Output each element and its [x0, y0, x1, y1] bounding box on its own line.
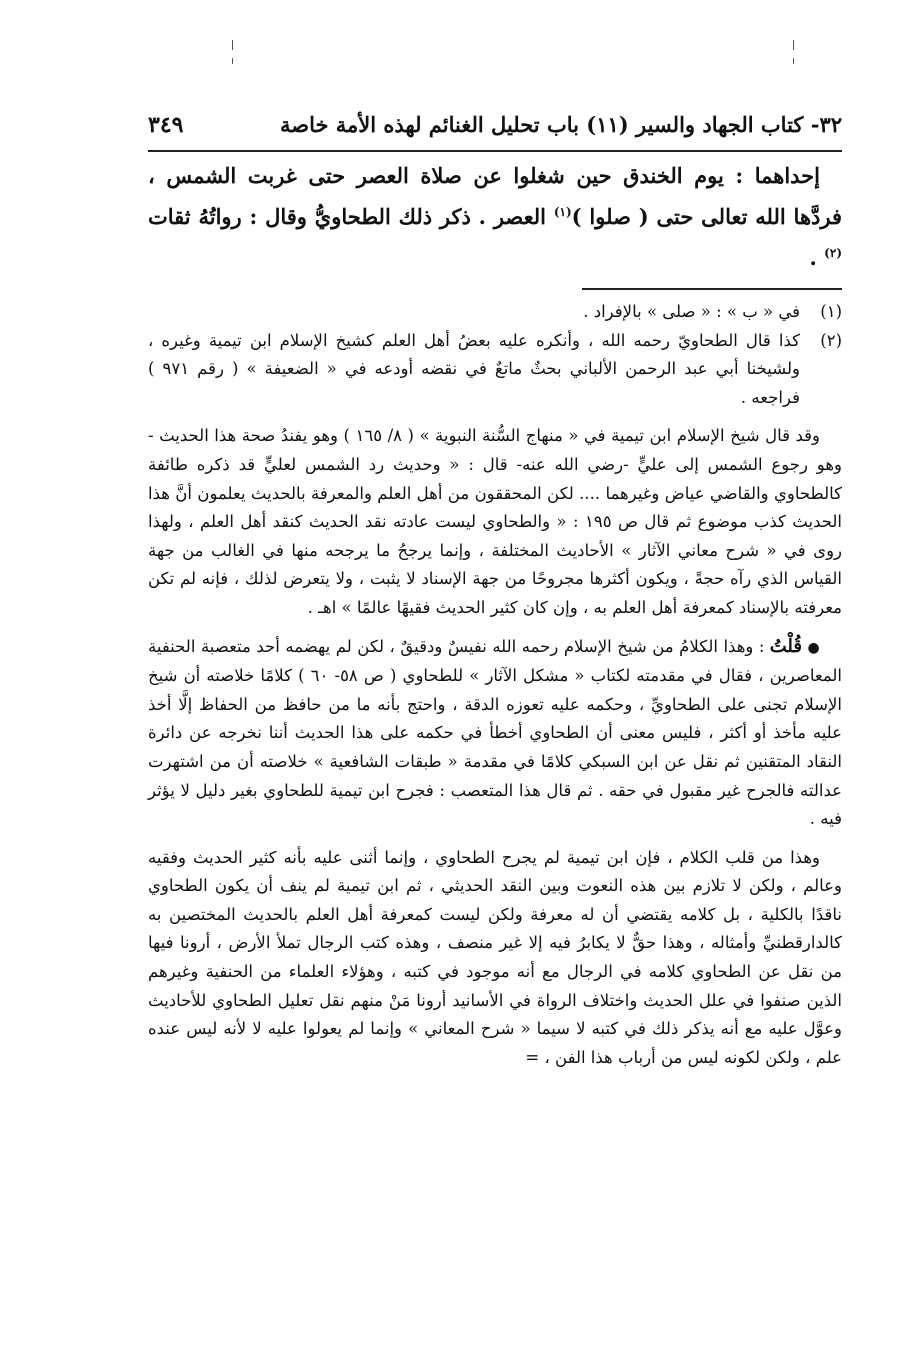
crop-mark — [793, 58, 794, 64]
footnote-text: كذا قال الطحاويّ رحمه الله ، وأنكره عليه بعضُ أهل العلم كشيخ الإسلام ابن تيمية وغيره ، ولشيخنا أبي عبد الرحمن الألباني بحثٌ ماتعٌ في نقضه أودعه في « الضعيفة » ( رقم ٩٧١ ) فراجعه . — [148, 330, 800, 407]
footnote-paragraph: وهذا من قلب الكلام ، فإن ابن تيمية لم يجرح الطحاوي ، وإنما أثنى عليه بأنه كثير الحديث وفقيه وعالم ، ولكن لا تلازم بين هذه النعوت وبين النقد الحديثي ، ثم ابن تيمية لم ينف أن يكون الطحاوي ناقدًا بالكلية ، بل كلامه يقتضي أن له معرفة ولكن ليست كمعرفة أهل العلم بالحديث المختصين به كالدارقطنيِّ وأمثاله ، وهذا حقٌّ لا يكابرُ فيه إلا غير منصف ، وهذه كتب الرجال تملأ الأرض ، أرونا فيها من نقل عن الطحاوي كلامه في الرجال مع أنه موجود في كتبه ، وهؤلاء العلماء من الحنفية وغيرهم الذين صنفوا في علل الحديث واختلاف الرواة في الأسانيد أرونا مَنْ منهم نقل تعليل الطحاوي للأحاديث وعوَّل عليه مع أنه يذكر ذلك في كتبه لا سيما « شرح المعاني » وإنما لم يعولوا عليه لا لأنه ليس عنده علم ، ولكن لكونه ليس من أرباب هذا الفن ، = — [148, 847, 842, 1067]
footnote-ref-2[interactable]: (٢) — [824, 246, 842, 260]
footnote-2 — [148, 327, 842, 413]
book-page — [148, 112, 842, 1072]
chapter-title: ٣٢- كتاب الجهاد والسير (١١) باب تحليل الغنائم لهذه الأمة خاصة — [279, 112, 842, 137]
footnote-ref-1[interactable]: (١) — [553, 205, 572, 219]
page-number: ٣٤٩ — [148, 112, 184, 138]
footnote-number: (٢) — [820, 330, 842, 350]
footnote-separator — [582, 288, 842, 290]
footnote-paragraph: وقد قال شيخ الإسلام ابن تيمية في « منهاج السُّنة النبوية » ( ٨/ ١٦٥ ) وهو يفندُ صحة هذا الحديث - وهو رجوع الشمس إلى عليٍّ -رضي الله عنه- قال : « وحديث رد الشمس لعليٍّ قد ذكره طائفة كالطحاوي والقاضي عياض وغيرهما .... لكن المحققون من أهل العلم والمعرفة بالحديث يعلمون أنَّ هذا الحديث كذب موضوع ثم قال ص ١٩٥ : « والطحاوي ليست عادته نقد الحديث كنقد أهل العلم ، ولهذا روى في « شرح معاني الآثار » الأحاديث المختلفة ، وإنما يرجحُ ما يرجحه منها في الغالب من جهة القياس الذي رآه حجةً ، ويكون أكثرها مجروحًا من جهة الإسناد لا يثبت ، ولا يتعرض لذلك ، فإنه لم تكن معرفته بالإسناد كمعرفة أهل العلم به ، وإن كان كثير الحديث فقيهًا عالمًا » اهـ . — [148, 426, 843, 617]
footnote-paragraph-qult: ● قُلْتُ : وهذا الكلامُ من شيخ الإسلام رحمه الله نفيسٌ ودقيقٌ ، لكن لم يهضمه أحد متعصبة الحنفية المعاصرين ، فقال في مقدمته لكتاب « مشكل الآثار » للطحاوي ( ص ٥٨- ٦٠ ) كلامًا خلاصته أن شيخ الإسلام تجنى على الطحاويِّ ، وحكمه عليه تعوزه الدقة ، واحتج بأنه ما من حافظ من الحفاظ إلَّا أخذ عليه مأخذ أو أكثر ، فليس معنى أن الطحاوي أخطأ في حكمه على هذا الحديث أننا نخرجه عن دائرة النقاد المتقنين ثم نقل عن ابن السبكي كلامًا في مقدمة « طبقات الشافعية » خلاصته أن من اشتهرت عدالته فالجرح غير مقبول في حقه . ثم قال هذا المتعصب : فجرح ابن تيمية للطحاوي بغير دليل لا يؤثر فيه . — [148, 635, 843, 829]
main-text — [148, 158, 842, 276]
crop-mark — [232, 58, 233, 64]
footnotes — [148, 298, 842, 1072]
footnote-1 — [148, 298, 842, 327]
main-paragraph: إحداهما : يوم الخندق حين شغلوا عن صلاة العصر حتى غربت الشمس ، فردَّها الله تعالى حتى ( صلوا )$^{(١)}$ العصر . ذكر ذلك الطحاويُّ وقال : رواتُهُ ثقات $^{(٢)}$ . — [148, 163, 843, 270]
running-header — [148, 112, 842, 152]
footnote-text: في « ب » : « صلى » بالإفراد . — [583, 302, 800, 321]
bullet-icon: ● — [807, 639, 820, 656]
crop-mark — [232, 40, 233, 50]
footnote-number: (١) — [820, 302, 842, 321]
qult-label: قُلْتُ — [769, 635, 802, 657]
crop-mark — [793, 40, 794, 50]
